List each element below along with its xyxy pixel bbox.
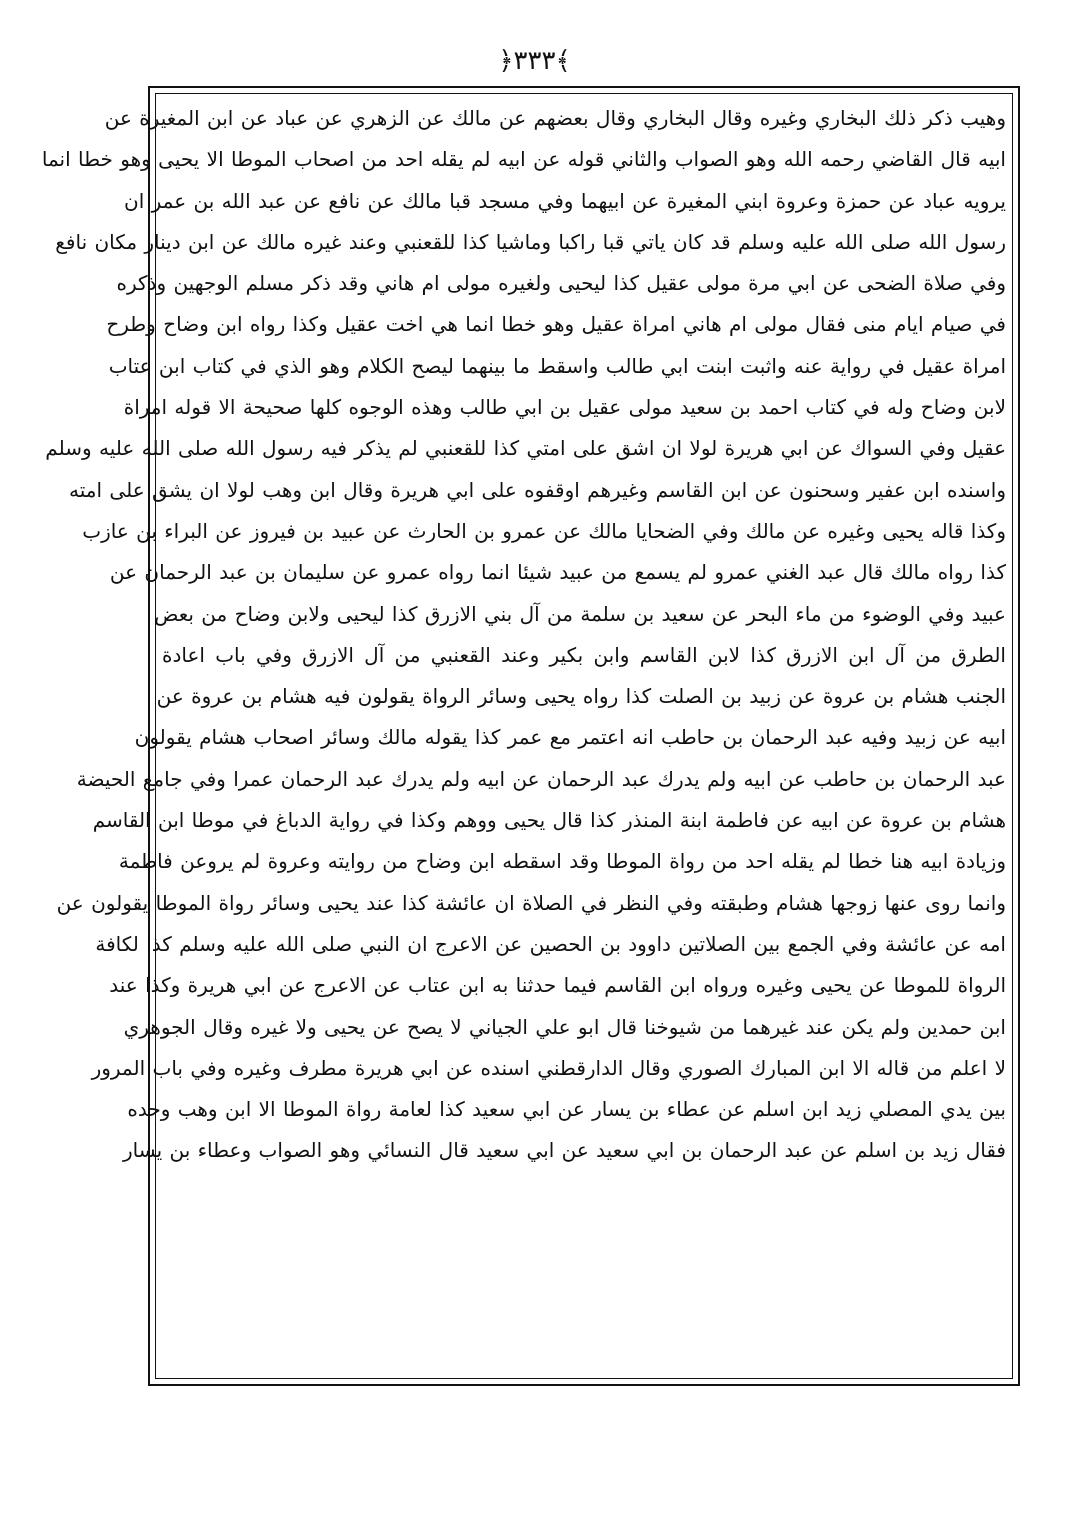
text-line-14: الطرق من آل ابن الازرق كذا لابن القاسم وابن بكير وعند القعنبي من آل الازرق وفي باب اعادة	[162, 642, 1006, 667]
text-line-20: وانما روى عنها زوجها هشام وطبقته وفي النظر في الصلاة ان عائشة كذا عند يحيى وسائر رواة الموطا يقولون عن	[56, 890, 1006, 915]
text-line-4: رسول الله صلى الله عليه وسلم قد كان ياتي قبا راكبا وماشيا كذا للقعنبي وعند غيره مالك عن ابن دينار مكان نافع	[55, 229, 1006, 254]
text-line-22: الرواة للموطا عن يحيى وغيره ورواه ابن القاسم فيما حدثنا به ابن عتاب عن الاعرج عن ابي هريرة وكذا عند	[109, 973, 1006, 998]
text-line-17: عبد الرحمان بن حاطب عن ابيه ولم يدرك عبد الرحمان عن ابيه ولم يدرك عبد الرحمان عمرا وفي جامع الحيضة	[76, 766, 1006, 791]
text-line-8: لابن وضاح وله في كتاب احمد بن سعيد مولى عقيل بن ابي طالب وهذه الوجوه كلها صحيحة الا قوله امراة	[123, 395, 1006, 420]
text-line-19: وزيادة ابيه هنا خطا لم يقله احد من رواة الموطا وقد اسقطه ابن وضاح من روايته وعروة لم يروعن فاطمة	[118, 849, 1006, 874]
text-line-13: عبيد وفي الوضوء من ماء البحر عن سعيد بن سلمة من آل بني الازرق كذا ليحيى ولابن وضاح من بعض	[154, 601, 1006, 626]
page-number: ﴿٣٣٣﴾	[498, 46, 571, 76]
text-line-7: امراة عقيل في رواية عنه واثبت ابنت ابي طالب واسقط ما بينهما ليصح الكلام وهو الذي في كتاب ابن عتاب	[108, 353, 1006, 378]
text-line-6: في صيام ايام منى فقال مولى ام هاني امراة عقيل وهو خطا انما هي اخت عقيل وكذا رواه ابن وضاح وطرح	[106, 312, 1006, 337]
text-line-21: امه عن عائشة وفي الجمع بين الصلاتين داوود بن الحصين عن الاعرج ان النبي صلى الله عليه وسلم كذا لكافة	[95, 931, 1006, 956]
text-line-26: فقال زيد بن اسلم عن عبد الرحمان بن ابي سعيد عن ابي سعيد قال النسائي وهو الصواب وعطاء بن يسار	[122, 1138, 1006, 1163]
text-line-1: وهيب ذكر ذلك البخاري وغيره وقال البخاري وقال بعضهم عن مالك عن الزهري عن عباد عن ابن المغيرة عن	[104, 106, 1006, 130]
page-frame-outer	[41, 86, 1020, 1386]
text-line-23: ابن حمدين ولم يكن عند غيرهما من شيوخنا قال ابو علي الجياني لا يصح عن يحيى ولا غيره وقال الجوهري	[123, 1014, 1006, 1039]
text-line-11: وكذا قاله يحيى وغيره عن مالك وفي الضحايا مالك عن عمرو بن الحارث عن عبيد بن فيروز عن البراء بن عازب	[82, 518, 1006, 543]
text-line-24: لا اعلم من قاله الا ابن المبارك الصوري وقال الدارقطني اسنده عن ابي هريرة مطرف وغيره وفي باب المرور	[91, 1055, 1006, 1080]
text-line-15: الجنب هشام بن عروة عن زبيد بن الصلت كذا رواه يحيى وسائر الرواة يقولون فيه هشام بن عروة عن	[156, 684, 1006, 709]
text-line-16: ابيه عن زبيد وفيه عبد الرحمان بن حاطب انه اعتمر مع عمر كذا يقوله مالك وسائر اصحاب هشام يقولون	[134, 725, 1006, 750]
text-line-12: كذا رواه مالك قال عبد الغني عمرو لم يسمع من عبيد شيئا انما رواه عمرو عن سليمان بن عبد الرحمان عن	[109, 560, 1006, 585]
text-line-2: ابيه قال القاضي رحمه الله وهو الصواب والثاني قوله عن ابيه لم يقله احد من اصحاب الموطا الا يحيى وهو خطا انما	[41, 147, 1006, 172]
text-line-25: بين يدي المصلي زيد ابن اسلم عن عطاء بن يسار عن ابي سعيد كذا لعامة رواة الموطا الا ابن وهب وحده	[127, 1097, 1006, 1122]
page-frame-inner	[41, 93, 1013, 1379]
text-line-5: وفي صلاة الضحى عن ابي مرة مولى عقيل كذا ليحيى ولغيره مولى ام هاني وقد ذكر مسلم الوجهين وذكره	[116, 271, 1006, 296]
text-line-3: يرويه عباد عن حمزة وعروة ابني المغيرة عن ابيهما وفي مسجد قبا مالك عن نافع عن عبد الله بن عمر ان	[124, 188, 1006, 213]
text-line-18: هشام بن عروة عن ابيه عن فاطمة ابنة المنذر كذا قال يحيى ووهم وكذا في رواية الدباغ في موطا ابن القاسم	[92, 808, 1006, 833]
text-line-10: واسنده ابن عفير وسحنون عن ابن القاسم وغيرهم اوقفوه على ابي هريرة وقال ابن وهب لولا ان يشق على امته	[69, 477, 1006, 502]
text-line-9: عقيل وفي السواك عن ابي هريرة لولا ان اشق على امتي كذا للقعنبي لم يذكر فيه رسول الله صلى الله عليه وسلم	[45, 436, 1006, 461]
